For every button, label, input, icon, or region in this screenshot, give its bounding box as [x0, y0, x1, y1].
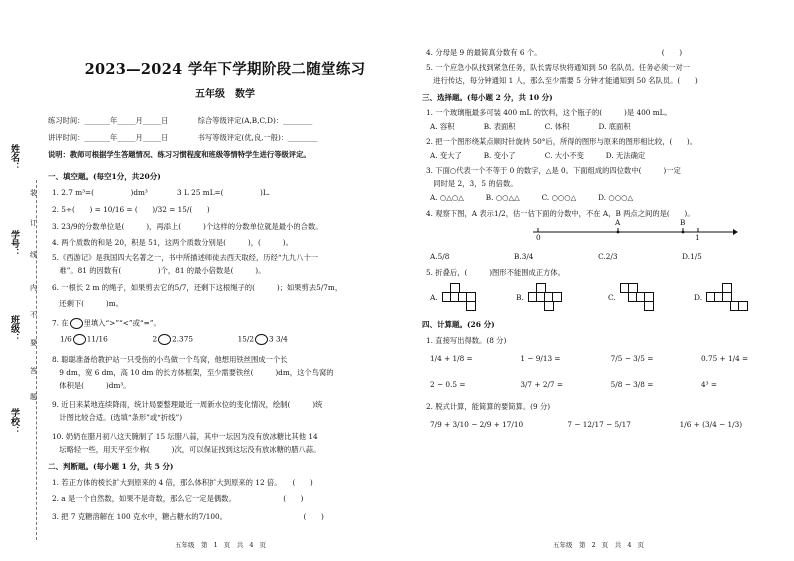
page-two [408, 0, 794, 561]
calc-1-row-2: 2 − 0.5 = 3/7 + 2/7 = 5/8 − 3/8 = 4³ = [430, 380, 717, 389]
number-line-zero: 0 [536, 233, 541, 242]
section-fill-in-title: 一、填空题。(每空1分，共20分) [48, 172, 161, 181]
question-9-line-1: 9. 近日来某地连续降雨，统计局要整理最近一周新水位的变化情况，绘制( )统 [52, 400, 323, 409]
question-10-line-1: 10. 奶奶在腊月初八这天腌制了 15 坛腊八蒜，其中一坛因为没有放冰糖比其他 14 [52, 432, 318, 441]
choice-4-options[interactable]: A.5/8 B.3/4 C.2/3 D.1/5 [430, 252, 702, 261]
binding-char: 答 [30, 367, 37, 375]
choice-3-line-1: 3. 下面○代表一个不等于 0 的数字，△是 0。下面组成的四位数中( )一定 [426, 166, 681, 175]
judge-3: 3. 把 7 克糖溶解在 100 克水中，糖占糖水的7/100。 ( ) [52, 512, 324, 521]
judge-4: 4. 分母是 9 的最简真分数有 6 个。 ( ) [426, 48, 683, 57]
practice-time-line: 练习时间：_______年_____月_____日 综合等级评定(A,B,C,D)：________ [48, 116, 313, 125]
question-1: 1. 2.7 m³=( )dm³ 3 L 25 mL=( )L. [52, 188, 270, 197]
net-d-label: D. [694, 293, 703, 302]
choice-3-line-2: 同时是 2，3，5 的倍数。 [426, 179, 518, 188]
binding-char: 题 [30, 393, 37, 401]
page-one-footer: 五年级 第 1 页 共 4 页 [175, 541, 267, 549]
section-calc-title: 四、计算题。(26 分) [422, 320, 495, 329]
choice-4: 4. 观察下图，A 表示1/2，估一估下面的分数中，不在 A，B 两点之间的是( )。 [426, 209, 695, 218]
name-label: 姓名： [9, 144, 19, 171]
page-two-footer: 五年级 第 2 页 共 4 页 [553, 541, 645, 549]
compare-circle-icon[interactable] [255, 334, 268, 345]
question-2: 2. 5÷( ) = 10/16 = ( )/32 = 15/( ) [52, 205, 210, 214]
binding-char: 订 [30, 219, 37, 227]
binding-char: 内 [30, 284, 37, 292]
calc-2-row: 7/9 + 3/10 − 2/9 + 17/10 7 − 12/17 − 5/17 1/6 + (3/4 − 1/3) [430, 420, 743, 429]
judge-5-line-1: 5. 一个应急小队找到紧急任务，队长需尽快将通知到 50 名队员。任务必须一对一 [426, 63, 690, 72]
exam-subtitle: 五年级 数学 [195, 89, 255, 100]
compare-circle-icon [70, 318, 83, 329]
question-5-line-2: 难”。81 的因数有( )个，81 的最小倍数是( )。 [52, 266, 266, 275]
choice-1-options[interactable]: A. 容积 B. 表面积 C. 体积 D. 底面积 [430, 122, 631, 131]
question-8-line-1: 8. 聪聪准备给教护站一只受伤的小鸟做一个鸟窝，他想用铁丝围成一个长 [52, 355, 288, 364]
calc-2-title: 2. 脱式计算，能简算的要简算。(9 分) [426, 402, 551, 411]
binding-char: 要 [30, 339, 37, 347]
calc-1-row-1: 1/4 + 1/8 = 1 − 9/13 = 7/5 − 3/5 = 0.75 + 1/4 = [430, 354, 749, 363]
binding-char: 装 [30, 189, 37, 197]
binding-sidebar [6, 130, 37, 530]
section-choice-title: 三、选择题。(每小题 2 分，共 10 分) [422, 93, 553, 102]
net-b-label: B. [516, 293, 524, 302]
point-a-label: A [615, 218, 621, 227]
choice-1: 1. 一个玻璃瓶最多可装 400 mL 的饮料，这个瓶子的( )是 400 mL。 [426, 108, 672, 117]
binding-char: 不 [30, 311, 37, 319]
choice-2-options[interactable]: A. 变大了 B. 变小了 C. 大小不变 D. 无法确定 [430, 151, 646, 160]
section-true-false-title: 二、判断题。(每小题 1 分，共 5 分) [48, 462, 174, 471]
compare-circle-icon[interactable] [73, 334, 86, 345]
question-7-items: 1/6 11/16 2 2.375 15/2 3 3/4 [60, 334, 288, 344]
question-4: 4. 两个质数的和是 20，积是 51，这两个质数分别是( )，( )。 [52, 238, 293, 247]
net-c-label: C. [608, 293, 616, 302]
judge-2: 2. a 是一个自然数，如果不是奇数，那么它一定是偶数。 ( ) [52, 494, 304, 503]
exam-title: 2023—2024 学年下学期阶段二随堂练习 [84, 61, 366, 78]
compare-circle-icon[interactable] [158, 334, 171, 345]
binding-line [36, 180, 38, 540]
question-6: 6. 一根长 2 m 的绳子，如果剪去它的5/7，还剩下这根绳子的( )；如果剪去5/7m， [52, 283, 343, 292]
question-7: 7. 在 里填入“>”“<”或“=”。 [52, 318, 161, 328]
question-9-line-2: 计图比较合适。(选填“条形”或“折线”) [52, 413, 183, 422]
instructions: 说明：教师可根据学生答题情况、练习习惯程度和班级等情特学生进行等级评定。 [48, 150, 311, 159]
question-5-line-1: 5.《西游记》是我国四大名著之一，书中所描述师徒去西天取经，历经“九九八十一 [52, 253, 319, 262]
question-8-line-2: 9 dm，宽 6 dm，高 10 dm 的长方体框架，至少需要铁丝( )dm，这个鸟窝的 [52, 368, 334, 377]
judge-1: 1. 若正方体的棱长扩大到原来的 4 倍，那么体积扩大到原来的 12 倍。 ( ) [52, 478, 313, 487]
cube-net-c[interactable] [620, 283, 670, 311]
question-3: 3. 23/9的分数单位是( )，再添上( )个这样的分数单位就是最小的合数。 [52, 222, 323, 231]
number-line [533, 224, 738, 244]
net-a-label: A. [430, 293, 438, 302]
cube-net-b[interactable] [528, 283, 578, 311]
question-8-line-3: 体积是( )dm³。 [52, 381, 131, 390]
cube-net-d[interactable] [706, 283, 766, 311]
student-id-label: 学号： [9, 230, 19, 257]
choice-5: 5. 折叠后，( )图形不能围成正方体。 [426, 268, 566, 277]
binding-char: 线 [30, 251, 37, 259]
judge-5-line-2: 进行传达，每分钟通知 1 人，那么至少需要 5 分钟才能通知到 50 名队员。( ) [426, 76, 698, 85]
number-line-one: 1 [695, 233, 700, 242]
review-time-line: 讲评时间：_______年_____月_____日 书写等级评定(优,良,一般)：________ [48, 133, 318, 142]
class-label: 班级： [9, 315, 19, 342]
cube-net-a[interactable] [442, 283, 492, 311]
question-10-line-2: 坛略轻一些，用天平至少称( )次，可以保证找到这坛没有放冰糖的腊八蒜。 [52, 445, 321, 454]
point-b-label: B [680, 218, 686, 227]
choice-3-options[interactable]: A. ○△○△ B. ○○△△ C. ○○○△ D. ○○○△ [430, 193, 634, 202]
question-6-line-2: 还剩下( )m。 [52, 299, 123, 308]
calc-1-title: 1. 直接写出得数。(8 分) [426, 336, 507, 345]
school-label: 学校： [9, 408, 19, 435]
choice-2: 2. 把一个图形绕某点顺时针旋转 50°后，所得的图形与原来的图形相比较，( )。 [426, 137, 698, 146]
